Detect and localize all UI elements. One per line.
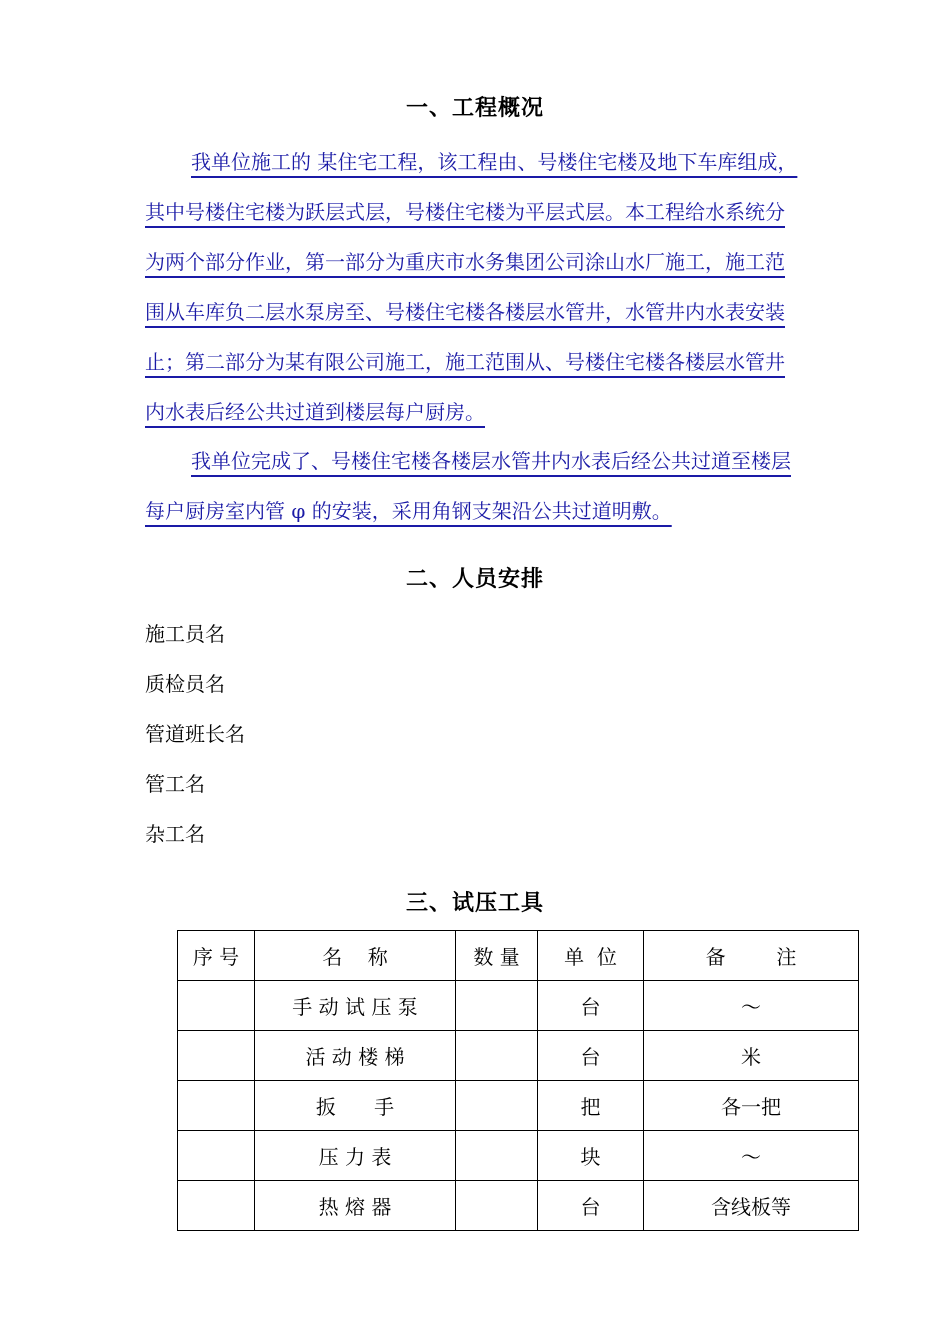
- table-row: [178, 1181, 859, 1231]
- cell-remarks: 各一把: [644, 1081, 859, 1131]
- cell-unit: 台: [538, 981, 644, 1031]
- cell-remarks: ～: [644, 981, 859, 1031]
- table-header-row: [178, 931, 859, 981]
- staff-item: 杂工名: [145, 822, 205, 846]
- cell-index: [178, 981, 255, 1031]
- cell-name: 压 力 表: [255, 1131, 456, 1181]
- table-row: [178, 981, 859, 1031]
- overview-paragraph-1: [145, 137, 885, 437]
- section-title-overview: 一、工程概况: [405, 95, 544, 121]
- staff-item: 施工员名: [145, 622, 225, 646]
- cell-index: [178, 1131, 255, 1181]
- overview-line: 围从车库负二层水泵房至、号楼住宅楼各楼层水管井，水管井内水表安装: [145, 300, 785, 324]
- section-title-tools: 三、试压工具: [405, 890, 544, 916]
- cell-quantity: [456, 981, 538, 1031]
- cell-quantity: [456, 1181, 538, 1231]
- staff-item: 管道班长名: [145, 722, 245, 746]
- cell-index: [178, 1031, 255, 1081]
- cell-unit: 台: [538, 1181, 644, 1231]
- cell-unit: 台: [538, 1031, 644, 1081]
- table-row: [178, 1131, 859, 1181]
- header-quantity: 数 量: [456, 931, 538, 981]
- overview-line: 为两个部分作业，第一部分为重庆市水务集团公司涂山水厂施工，施工范: [145, 250, 785, 274]
- header-index: 序 号: [178, 931, 255, 981]
- overview-line: 我单位完成了、号楼住宅楼各楼层水管井内水表后经公共过道至楼层: [191, 449, 791, 473]
- overview-line: 内水表后经公共过道到楼层每户厨房。: [145, 400, 485, 424]
- table-row: [178, 1031, 859, 1081]
- overview-line: 其中号楼住宅楼为跃层式层，号楼住宅楼为平层式层。本工程给水系统分: [145, 200, 785, 224]
- cell-remarks: 米: [644, 1031, 859, 1081]
- cell-name: 扳 手: [255, 1081, 456, 1131]
- cell-remarks: ～: [644, 1131, 859, 1181]
- overview-line: 我单位施工的 某住宅工程，该工程由、号楼住宅楼及地下车库组成，: [191, 150, 798, 174]
- overview-line: 止；第二部分为某有限公司施工，施工范围从、号楼住宅楼各楼层水管井: [145, 350, 785, 374]
- cell-remarks: 含线板等: [644, 1181, 859, 1231]
- table-row: [178, 1081, 859, 1131]
- header-name: 名 称: [255, 931, 456, 981]
- cell-name: 活 动 楼 梯: [255, 1031, 456, 1081]
- cell-index: [178, 1181, 255, 1231]
- cell-quantity: [456, 1081, 538, 1131]
- tools-table: [177, 930, 859, 1231]
- cell-name: 热 熔 器: [255, 1181, 456, 1231]
- cell-quantity: [456, 1131, 538, 1181]
- cell-unit: 把: [538, 1081, 644, 1131]
- cell-index: [178, 1081, 255, 1131]
- staff-item: 管工名: [145, 772, 205, 796]
- header-unit: 单 位: [538, 931, 644, 981]
- staff-item: 质检员名: [145, 672, 225, 696]
- cell-unit: 块: [538, 1131, 644, 1181]
- section-title-staffing: 二、人员安排: [405, 566, 544, 592]
- cell-quantity: [456, 1031, 538, 1081]
- overview-line: 每户厨房室内管 φ 的安装，采用角钢支架沿公共过道明敷。: [145, 499, 672, 523]
- staff-list: [145, 609, 245, 859]
- overview-paragraph-2: [145, 436, 885, 536]
- header-remarks: 备 注: [644, 931, 859, 981]
- cell-name: 手 动 试 压 泵: [255, 981, 456, 1031]
